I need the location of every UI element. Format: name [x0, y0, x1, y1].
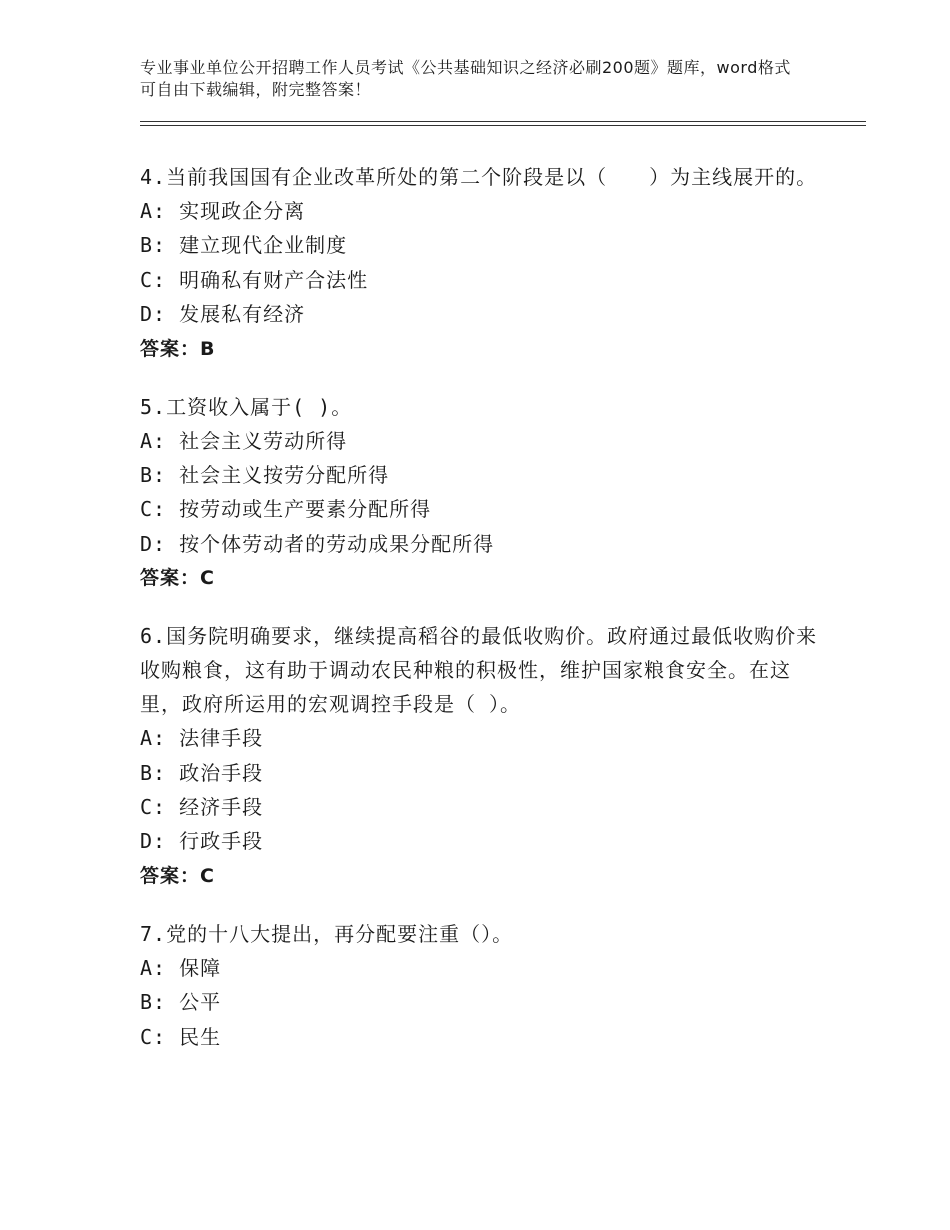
option-a: A: 实现政企分离 [140, 199, 306, 223]
header-rule-top [140, 121, 866, 122]
option-b: B: 社会主义按劳分配所得 [140, 463, 390, 488]
option-b: B: 建立现代企业制度 [140, 233, 348, 258]
answer: 答案：B [140, 337, 216, 360]
option-a: A: 保障 [140, 955, 222, 980]
answer: 答案：C [140, 864, 215, 887]
document-header: 专业事业单位公开招聘工作人员考试《公共基础知识之经济必刷200题》题库，word格式可自由下载编辑，附完整答案！ [140, 58, 791, 99]
option-d: D: 行政手段 [140, 829, 264, 854]
question-text: 7.党的十八大提出，再分配要注重（）。 [140, 921, 514, 946]
option-d: D: 发展私有经济 [140, 302, 306, 327]
question-list [140, 160, 820, 1078]
question-text: 6.国务院明确要求，继续提高稻谷的最低收购价。政府通过最低收购价来收购粮食，这有助于调动农民种粮的积极性，维护国家粮食安全。在这里，政府所运用的宏观调控手段是（ ）。 [140, 624, 818, 717]
option-a: A: 法律手段 [140, 726, 264, 751]
question-5 [140, 390, 820, 596]
option-c: C: 明确私有财产合法性 [140, 267, 369, 292]
option-c: C: 民生 [140, 1024, 222, 1049]
option-c: C: 经济手段 [140, 795, 264, 820]
option-d: D: 按个体劳动者的劳动成果分配所得 [140, 531, 495, 556]
question-6 [140, 619, 820, 893]
header-rule-bottom [140, 125, 866, 126]
question-text: 4.当前我国国有企业改革所处的第二个阶段是以（ ）为主线展开的。 [140, 165, 818, 189]
option-b: B: 政治手段 [140, 760, 264, 785]
answer: 答案：C [140, 567, 215, 590]
option-b: B: 公平 [140, 990, 222, 1015]
question-text: 5.工资收入属于( )。 [140, 394, 353, 419]
question-7 [140, 917, 820, 1054]
option-c: C: 按劳动或生产要素分配所得 [140, 497, 432, 522]
option-a: A: 社会主义劳动所得 [140, 428, 348, 453]
question-4 [140, 160, 820, 366]
